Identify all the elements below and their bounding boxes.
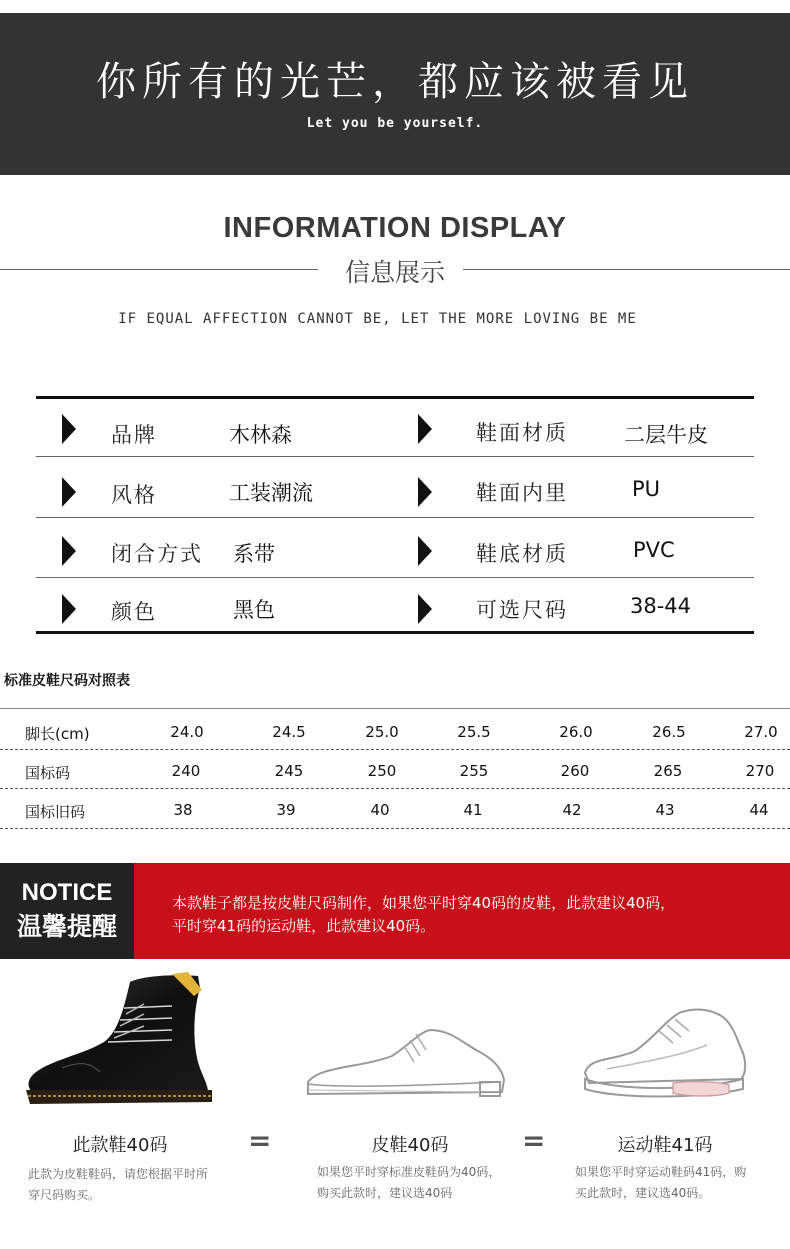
info-title: INFORMATION DISPLAY xyxy=(223,212,567,244)
notice-title-cn: 温馨提醒 xyxy=(16,912,117,941)
notice-line: 本款鞋子都是按皮鞋尺码制作，如果您平时穿40码的皮鞋，此款建议40码， xyxy=(172,894,676,912)
size-cell: 260 xyxy=(560,762,590,780)
notice-text xyxy=(172,892,752,938)
compare-desc-line: 如果您平时穿运动鞋码41码，购 xyxy=(575,1165,747,1179)
size-row-divider xyxy=(0,788,790,789)
spec-label: 品牌 xyxy=(111,423,157,447)
spec-value: 木林森 xyxy=(229,423,292,447)
banner-subtitle: Let you be yourself. xyxy=(306,116,484,131)
leather-shoe-image xyxy=(300,1022,510,1104)
info-tagline: IF EQUAL AFFECTION CANNOT BE, LET THE MORE LOVING BE ME xyxy=(118,311,637,327)
arrow-icon xyxy=(62,477,76,507)
compare-label: 此款鞋40码 xyxy=(72,1135,168,1156)
info-line-left xyxy=(0,269,318,270)
spec-label: 颜色 xyxy=(111,600,157,624)
size-cell: 42 xyxy=(562,801,582,819)
size-chart-top-border xyxy=(0,708,790,709)
compare-desc-line: 购买此款时，建议选40码 xyxy=(317,1186,453,1200)
spec-label: 闭合方式 xyxy=(111,542,203,566)
size-row-divider xyxy=(0,749,790,750)
size-cell: 255 xyxy=(459,762,489,780)
size-cell: 25.5 xyxy=(457,723,491,741)
spec-value: 系带 xyxy=(233,542,275,566)
size-cell: 265 xyxy=(653,762,683,780)
compare-desc-line: 此款为皮鞋鞋码，请您根据平时所 xyxy=(28,1167,209,1181)
size-cell: 250 xyxy=(367,762,397,780)
spec-value: 工装潮流 xyxy=(229,481,313,505)
size-cell: 27.0 xyxy=(744,723,778,741)
arrow-icon xyxy=(62,414,76,444)
size-cell: 39 xyxy=(276,801,296,819)
size-cell: 26.0 xyxy=(559,723,593,741)
banner-title: 你所有的光芒，都应该被看见 xyxy=(96,59,694,105)
compare-desc xyxy=(575,1162,746,1204)
spec-row-divider xyxy=(36,456,754,457)
spec-table-top-border xyxy=(36,396,754,399)
size-cell: 240 xyxy=(171,762,201,780)
compare-desc-line: 买此款时，建议选40码。 xyxy=(575,1186,711,1200)
sneaker-image xyxy=(577,1005,752,1105)
arrow-icon xyxy=(418,477,432,507)
info-line-right xyxy=(463,269,790,270)
size-cell: 25.0 xyxy=(365,723,399,741)
size-cell: 43 xyxy=(655,801,675,819)
spec-value: 二层牛皮 xyxy=(624,423,708,447)
spec-row-divider xyxy=(36,517,754,518)
compare-desc-line: 穿尺码购买。 xyxy=(28,1188,101,1202)
spec-label: 鞋面材质 xyxy=(476,421,568,445)
compare-desc-line: 如果您平时穿标准皮鞋码为40码， xyxy=(317,1165,501,1179)
size-cell: 26.5 xyxy=(652,723,686,741)
spec-value: PU xyxy=(632,477,661,501)
spec-value: 38-44 xyxy=(630,594,692,618)
spec-table-bottom-border xyxy=(36,631,754,634)
spec-row-divider xyxy=(36,577,754,578)
size-row-label: 国标码 xyxy=(25,764,71,782)
spec-value: PVC xyxy=(633,538,675,562)
equals-sign: = xyxy=(522,1124,546,1157)
size-cell: 38 xyxy=(173,801,193,819)
spec-value: 黑色 xyxy=(233,598,275,622)
arrow-icon xyxy=(418,536,432,566)
size-cell: 40 xyxy=(370,801,390,819)
notice-line: 平时穿41码的运动鞋，此款建议40码。 xyxy=(172,917,436,935)
size-chart-title: 标准皮鞋尺码对照表 xyxy=(4,673,130,689)
arrow-icon xyxy=(62,536,76,566)
size-cell: 270 xyxy=(745,762,775,780)
spec-label: 可选尺码 xyxy=(476,598,568,622)
spec-label: 鞋面内里 xyxy=(476,481,568,505)
arrow-icon xyxy=(418,414,432,444)
size-row-label: 脚长(cm) xyxy=(25,725,90,743)
size-cell: 24.0 xyxy=(170,723,204,741)
size-cell: 44 xyxy=(749,801,769,819)
compare-desc xyxy=(317,1162,500,1204)
size-cell: 41 xyxy=(463,801,483,819)
spec-label: 鞋底材质 xyxy=(476,542,568,566)
compare-label: 运动鞋41码 xyxy=(617,1135,713,1156)
notice-title-en: NOTICE xyxy=(21,879,113,906)
arrow-icon xyxy=(62,594,76,624)
size-cell: 245 xyxy=(274,762,304,780)
arrow-icon xyxy=(418,594,432,624)
equals-sign: = xyxy=(248,1124,272,1157)
spec-label: 风格 xyxy=(111,483,157,507)
size-cell: 24.5 xyxy=(272,723,306,741)
size-row-divider xyxy=(0,828,790,829)
info-title-cn: 信息展示 xyxy=(344,258,445,287)
size-row-label: 国标旧码 xyxy=(25,803,86,821)
boot-image xyxy=(22,968,222,1120)
compare-label: 皮鞋40码 xyxy=(371,1135,449,1156)
compare-desc xyxy=(28,1164,208,1206)
